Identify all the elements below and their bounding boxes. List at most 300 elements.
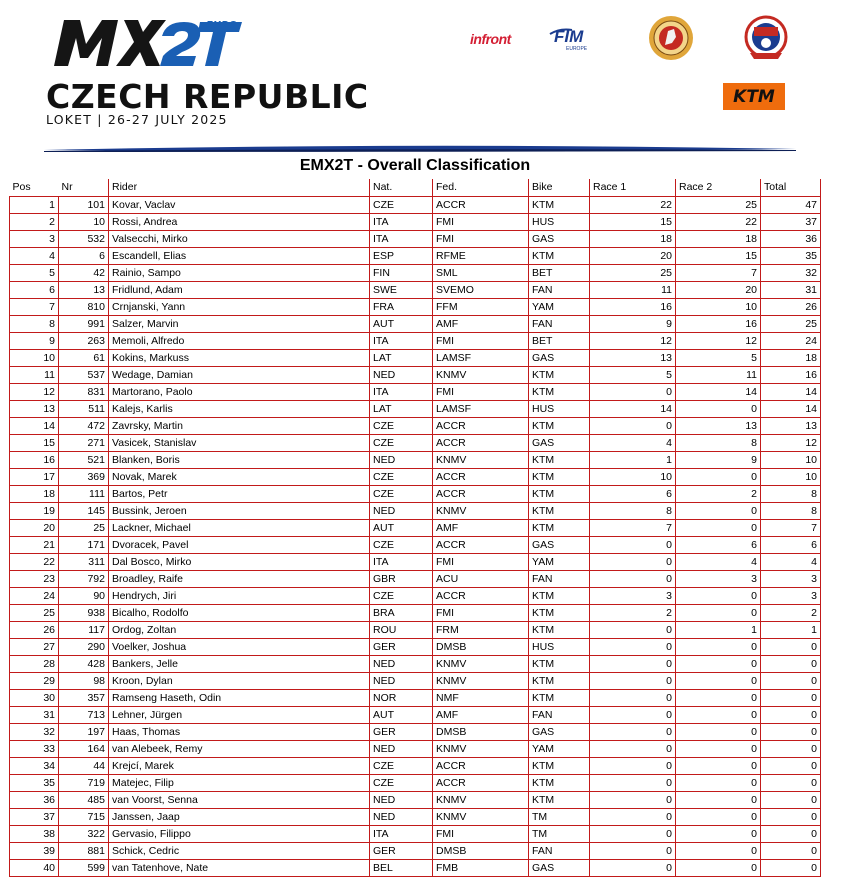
table-row xyxy=(10,315,821,332)
cell-fed: AMF xyxy=(433,706,529,723)
classification-title: EMX2T - Overall Classification xyxy=(299,157,531,174)
cell-rider: Novak, Marek xyxy=(109,468,370,485)
table-row xyxy=(10,570,821,587)
table-row xyxy=(10,757,821,774)
cell-race1: 0 xyxy=(590,723,676,740)
cell-race2: 0 xyxy=(676,502,761,519)
cell-bike: FAN xyxy=(529,842,590,859)
cell-fed: ACCR xyxy=(433,536,529,553)
cell-race2: 25 xyxy=(676,196,761,213)
header-divider-swoosh xyxy=(40,140,800,156)
cell-bike: BET xyxy=(529,332,590,349)
cell-nr: 44 xyxy=(59,757,109,774)
cell-race1: 0 xyxy=(590,536,676,553)
cell-fed: ACU xyxy=(433,570,529,587)
cell-nat: NED xyxy=(370,655,433,672)
cell-bike: GAS xyxy=(529,230,590,247)
cell-race2: 3 xyxy=(676,570,761,587)
cell-pos: 25 xyxy=(10,604,59,621)
cell-race2: 9 xyxy=(676,451,761,468)
ktm-logo-text: KTM xyxy=(733,86,775,107)
cell-bike: TM xyxy=(529,825,590,842)
cell-pos: 6 xyxy=(10,281,59,298)
cell-nat: CZE xyxy=(370,587,433,604)
cell-nat: ITA xyxy=(370,383,433,400)
cell-race1: 0 xyxy=(590,417,676,434)
cell-race2: 1 xyxy=(676,621,761,638)
cell-race1: 9 xyxy=(590,315,676,332)
cell-rider: Zavrsky, Martin xyxy=(109,417,370,434)
cell-rider: Blanken, Boris xyxy=(109,451,370,468)
cell-rider: Krejcí, Marek xyxy=(109,757,370,774)
cell-fed: DMSB xyxy=(433,723,529,740)
cell-nat: NED xyxy=(370,366,433,383)
cell-bike: GAS xyxy=(529,859,590,876)
cell-race1: 0 xyxy=(590,672,676,689)
cell-race1: 11 xyxy=(590,281,676,298)
cell-fed: FMI xyxy=(433,230,529,247)
cell-nat: CZE xyxy=(370,196,433,213)
cell-fed: ACCR xyxy=(433,774,529,791)
cell-nat: LAT xyxy=(370,400,433,417)
cell-fed: FMI xyxy=(433,383,529,400)
cell-total: 8 xyxy=(761,502,821,519)
cell-nr: 511 xyxy=(59,400,109,417)
cell-bike: KTM xyxy=(529,757,590,774)
cell-race2: 0 xyxy=(676,842,761,859)
cell-fed: DMSB xyxy=(433,842,529,859)
cell-race1: 0 xyxy=(590,638,676,655)
cell-nat: AUT xyxy=(370,519,433,536)
cell-fed: ACCR xyxy=(433,196,529,213)
cell-nr: 61 xyxy=(59,349,109,366)
cell-nr: 25 xyxy=(59,519,109,536)
cell-bike: KTM xyxy=(529,502,590,519)
cell-race1: 0 xyxy=(590,383,676,400)
cell-fed: NMF xyxy=(433,689,529,706)
cell-nat: NED xyxy=(370,740,433,757)
cell-total: 0 xyxy=(761,825,821,842)
col-header-rider: Rider xyxy=(109,179,370,196)
cell-fed: SVEMO xyxy=(433,281,529,298)
cell-total: 0 xyxy=(761,859,821,876)
cell-rider: van Voorst, Senna xyxy=(109,791,370,808)
cell-fed: ACCR xyxy=(433,417,529,434)
cell-nat: ITA xyxy=(370,213,433,230)
cell-bike: YAM xyxy=(529,298,590,315)
cell-race2: 4 xyxy=(676,553,761,570)
cell-rider: Vasicek, Stanislav xyxy=(109,434,370,451)
cell-bike: KTM xyxy=(529,417,590,434)
cell-pos: 21 xyxy=(10,536,59,553)
cell-rider: Rainio, Sampo xyxy=(109,264,370,281)
table-row xyxy=(10,638,821,655)
cell-race1: 6 xyxy=(590,485,676,502)
cell-total: 0 xyxy=(761,723,821,740)
cell-pos: 20 xyxy=(10,519,59,536)
cell-nr: 881 xyxy=(59,842,109,859)
cell-rider: Martorano, Paolo xyxy=(109,383,370,400)
cell-fed: KNMV xyxy=(433,791,529,808)
cell-bike: KTM xyxy=(529,621,590,638)
cell-bike: HUS xyxy=(529,213,590,230)
cell-nr: 532 xyxy=(59,230,109,247)
cell-pos: 14 xyxy=(10,417,59,434)
cell-race2: 0 xyxy=(676,655,761,672)
cell-race2: 0 xyxy=(676,774,761,791)
cell-race1: 0 xyxy=(590,842,676,859)
table-row xyxy=(10,332,821,349)
cell-nat: CZE xyxy=(370,485,433,502)
table-row xyxy=(10,434,821,451)
table-row xyxy=(10,859,821,876)
table-row xyxy=(10,689,821,706)
cell-total: 0 xyxy=(761,740,821,757)
cell-nr: 117 xyxy=(59,621,109,638)
cell-nr: 197 xyxy=(59,723,109,740)
cell-nr: 810 xyxy=(59,298,109,315)
cell-bike: KTM xyxy=(529,451,590,468)
cell-pos: 37 xyxy=(10,808,59,825)
cell-total: 18 xyxy=(761,349,821,366)
cell-race2: 0 xyxy=(676,706,761,723)
table-row xyxy=(10,672,821,689)
cell-nr: 98 xyxy=(59,672,109,689)
cell-pos: 33 xyxy=(10,740,59,757)
cell-nat: BRA xyxy=(370,604,433,621)
cell-race1: 0 xyxy=(590,553,676,570)
cell-total: 25 xyxy=(761,315,821,332)
cell-rider: Crnjanski, Yann xyxy=(109,298,370,315)
cell-rider: van Alebeek, Remy xyxy=(109,740,370,757)
event-country: CZECH REPUBLIC xyxy=(46,77,369,116)
cell-nat: CZE xyxy=(370,757,433,774)
cell-fed: DMSB xyxy=(433,638,529,655)
cell-nr: 322 xyxy=(59,825,109,842)
cell-nr: 101 xyxy=(59,196,109,213)
cell-nat: NED xyxy=(370,672,433,689)
cell-pos: 4 xyxy=(10,247,59,264)
cell-total: 37 xyxy=(761,213,821,230)
cell-race2: 18 xyxy=(676,230,761,247)
cell-bike: KTM xyxy=(529,247,590,264)
cell-rider: Valsecchi, Mirko xyxy=(109,230,370,247)
cell-bike: BET xyxy=(529,264,590,281)
cell-total: 14 xyxy=(761,400,821,417)
cell-pos: 38 xyxy=(10,825,59,842)
table-row xyxy=(10,383,821,400)
cell-bike: TM xyxy=(529,808,590,825)
cell-total: 1 xyxy=(761,621,821,638)
cell-total: 12 xyxy=(761,434,821,451)
cell-race1: 0 xyxy=(590,689,676,706)
cell-rider: Lehner, Jürgen xyxy=(109,706,370,723)
cell-pos: 18 xyxy=(10,485,59,502)
cell-total: 32 xyxy=(761,264,821,281)
cell-bike: YAM xyxy=(529,740,590,757)
cell-race2: 14 xyxy=(676,383,761,400)
cell-race2: 15 xyxy=(676,247,761,264)
cell-nr: 13 xyxy=(59,281,109,298)
cell-race1: 5 xyxy=(590,366,676,383)
cell-rider: Kroon, Dylan xyxy=(109,672,370,689)
cell-total: 47 xyxy=(761,196,821,213)
cell-pos: 29 xyxy=(10,672,59,689)
cell-race2: 0 xyxy=(676,638,761,655)
table-row xyxy=(10,842,821,859)
mx2t-logo-graphic xyxy=(50,14,245,70)
cell-race2: 0 xyxy=(676,791,761,808)
cell-rider: Rossi, Andrea xyxy=(109,213,370,230)
cell-race1: 1 xyxy=(590,451,676,468)
cell-fed: LAMSF xyxy=(433,400,529,417)
cell-nat: NED xyxy=(370,502,433,519)
col-header-total: Total xyxy=(761,179,821,196)
cell-fed: KNMV xyxy=(433,502,529,519)
cell-total: 0 xyxy=(761,757,821,774)
cell-total: 6 xyxy=(761,536,821,553)
cell-nr: 171 xyxy=(59,536,109,553)
cell-nat: GER xyxy=(370,723,433,740)
table-row xyxy=(10,247,821,264)
cell-rider: Fridlund, Adam xyxy=(109,281,370,298)
cell-bike: KTM xyxy=(529,366,590,383)
cell-race1: 0 xyxy=(590,808,676,825)
cell-pos: 23 xyxy=(10,570,59,587)
cell-bike: FAN xyxy=(529,706,590,723)
cell-fed: ACCR xyxy=(433,434,529,451)
cell-race1: 10 xyxy=(590,468,676,485)
cell-total: 0 xyxy=(761,791,821,808)
cell-total: 3 xyxy=(761,570,821,587)
cell-bike: GAS xyxy=(529,434,590,451)
cell-race1: 22 xyxy=(590,196,676,213)
cell-bike: KTM xyxy=(529,485,590,502)
cell-nat: GBR xyxy=(370,570,433,587)
cell-race2: 0 xyxy=(676,519,761,536)
cell-nr: 263 xyxy=(59,332,109,349)
cell-rider: Bussink, Jeroen xyxy=(109,502,370,519)
cell-pos: 15 xyxy=(10,434,59,451)
cell-fed: FFM xyxy=(433,298,529,315)
cell-rider: Ramseng Haseth, Odin xyxy=(109,689,370,706)
cell-nr: 537 xyxy=(59,366,109,383)
cell-pos: 16 xyxy=(10,451,59,468)
cell-pos: 8 xyxy=(10,315,59,332)
cell-total: 14 xyxy=(761,383,821,400)
cell-nr: 271 xyxy=(59,434,109,451)
table-row xyxy=(10,281,821,298)
cell-total: 36 xyxy=(761,230,821,247)
cell-bike: GAS xyxy=(529,536,590,553)
table-row xyxy=(10,196,821,213)
cell-rider: Bankers, Jelle xyxy=(109,655,370,672)
cell-total: 35 xyxy=(761,247,821,264)
cell-total: 0 xyxy=(761,774,821,791)
cell-fed: ACCR xyxy=(433,587,529,604)
table-row xyxy=(10,740,821,757)
cell-pos: 10 xyxy=(10,349,59,366)
cell-race1: 18 xyxy=(590,230,676,247)
cell-total: 0 xyxy=(761,706,821,723)
cell-race2: 0 xyxy=(676,757,761,774)
cell-pos: 28 xyxy=(10,655,59,672)
table-row xyxy=(10,774,821,791)
cell-total: 0 xyxy=(761,655,821,672)
cell-pos: 17 xyxy=(10,468,59,485)
cell-rider: Lackner, Michael xyxy=(109,519,370,536)
cell-nr: 369 xyxy=(59,468,109,485)
table-row xyxy=(10,366,821,383)
table-row xyxy=(10,706,821,723)
cell-race1: 0 xyxy=(590,740,676,757)
cell-bike: FAN xyxy=(529,281,590,298)
cell-rider: Ordog, Zoltan xyxy=(109,621,370,638)
cell-race1: 20 xyxy=(590,247,676,264)
cell-pos: 31 xyxy=(10,706,59,723)
cell-nr: 164 xyxy=(59,740,109,757)
cell-rider: Dvoracek, Pavel xyxy=(109,536,370,553)
cell-race2: 5 xyxy=(676,349,761,366)
cell-pos: 36 xyxy=(10,791,59,808)
cell-pos: 32 xyxy=(10,723,59,740)
cell-nat: NOR xyxy=(370,689,433,706)
cell-nr: 715 xyxy=(59,808,109,825)
cell-total: 0 xyxy=(761,808,821,825)
cell-nat: AUT xyxy=(370,315,433,332)
col-header-fed: Fed. xyxy=(433,179,529,196)
cell-nat: CZE xyxy=(370,536,433,553)
cell-nr: 42 xyxy=(59,264,109,281)
cell-pos: 35 xyxy=(10,774,59,791)
cell-rider: Escandell, Elias xyxy=(109,247,370,264)
cell-nat: ROU xyxy=(370,621,433,638)
cell-bike: KTM xyxy=(529,689,590,706)
cell-race2: 13 xyxy=(676,417,761,434)
cell-total: 4 xyxy=(761,553,821,570)
cell-nat: NED xyxy=(370,808,433,825)
cell-nat: FIN xyxy=(370,264,433,281)
cell-fed: FMI xyxy=(433,553,529,570)
cell-nat: AUT xyxy=(370,706,433,723)
cell-nr: 991 xyxy=(59,315,109,332)
cell-race1: 15 xyxy=(590,213,676,230)
cell-bike: KTM xyxy=(529,196,590,213)
cell-pos: 24 xyxy=(10,587,59,604)
cell-pos: 27 xyxy=(10,638,59,655)
cell-bike: GAS xyxy=(529,723,590,740)
cell-fed: KNMV xyxy=(433,451,529,468)
mx2t-euro-logo xyxy=(50,14,245,70)
table-row xyxy=(10,536,821,553)
cell-race2: 16 xyxy=(676,315,761,332)
cell-fed: AMF xyxy=(433,519,529,536)
cell-race2: 0 xyxy=(676,859,761,876)
table-row xyxy=(10,604,821,621)
table-row xyxy=(10,791,821,808)
cell-nr: 719 xyxy=(59,774,109,791)
cell-pos: 39 xyxy=(10,842,59,859)
cell-bike: KTM xyxy=(529,604,590,621)
cell-nr: 90 xyxy=(59,587,109,604)
cell-nat: CZE xyxy=(370,468,433,485)
cell-pos: 9 xyxy=(10,332,59,349)
cell-race1: 25 xyxy=(590,264,676,281)
cell-bike: KTM xyxy=(529,519,590,536)
col-header-pos: Pos xyxy=(10,179,59,196)
cell-bike: KTM xyxy=(529,468,590,485)
cell-race1: 0 xyxy=(590,859,676,876)
cell-nat: ITA xyxy=(370,332,433,349)
cell-nat: ITA xyxy=(370,825,433,842)
cell-race2: 12 xyxy=(676,332,761,349)
cell-pos: 11 xyxy=(10,366,59,383)
cell-race2: 6 xyxy=(676,536,761,553)
cell-rider: Bicalho, Rodolfo xyxy=(109,604,370,621)
cell-race2: 0 xyxy=(676,672,761,689)
cell-race1: 16 xyxy=(590,298,676,315)
cell-nat: ITA xyxy=(370,553,433,570)
col-header-nat: Nat. xyxy=(370,179,433,196)
cell-nr: 713 xyxy=(59,706,109,723)
table-row xyxy=(10,621,821,638)
event-location-date: LOKET | 26-27 JULY 2025 xyxy=(46,112,228,127)
table-row xyxy=(10,825,821,842)
cell-race2: 0 xyxy=(676,468,761,485)
cell-nr: 145 xyxy=(59,502,109,519)
table-row xyxy=(10,808,821,825)
cell-race1: 0 xyxy=(590,757,676,774)
cell-fed: FMI xyxy=(433,332,529,349)
cell-race2: 20 xyxy=(676,281,761,298)
cell-rider: Gervasio, Filippo xyxy=(109,825,370,842)
cell-pos: 22 xyxy=(10,553,59,570)
cell-nr: 485 xyxy=(59,791,109,808)
cell-race2: 0 xyxy=(676,723,761,740)
cell-pos: 12 xyxy=(10,383,59,400)
table-row xyxy=(10,519,821,536)
cell-nat: ESP xyxy=(370,247,433,264)
cell-nat: GER xyxy=(370,842,433,859)
cell-nr: 599 xyxy=(59,859,109,876)
cell-total: 0 xyxy=(761,689,821,706)
cell-total: 0 xyxy=(761,842,821,859)
cell-pos: 13 xyxy=(10,400,59,417)
cell-nr: 521 xyxy=(59,451,109,468)
cell-race1: 0 xyxy=(590,570,676,587)
cell-total: 0 xyxy=(761,672,821,689)
cell-race2: 10 xyxy=(676,298,761,315)
table-row xyxy=(10,213,821,230)
cell-rider: van Tatenhove, Nate xyxy=(109,859,370,876)
cell-bike: YAM xyxy=(529,553,590,570)
cell-nr: 938 xyxy=(59,604,109,621)
cell-bike: HUS xyxy=(529,638,590,655)
cell-nr: 311 xyxy=(59,553,109,570)
classification-body xyxy=(10,196,821,876)
cell-nat: NED xyxy=(370,791,433,808)
cell-pos: 3 xyxy=(10,230,59,247)
cell-race1: 4 xyxy=(590,434,676,451)
czech-motocross-badge-icon xyxy=(744,15,788,61)
cell-total: 13 xyxy=(761,417,821,434)
cell-race1: 0 xyxy=(590,774,676,791)
cell-nat: NED xyxy=(370,451,433,468)
cell-nat: FRA xyxy=(370,298,433,315)
cell-fed: RFME xyxy=(433,247,529,264)
cell-race2: 0 xyxy=(676,587,761,604)
cell-rider: Schick, Cedric xyxy=(109,842,370,859)
